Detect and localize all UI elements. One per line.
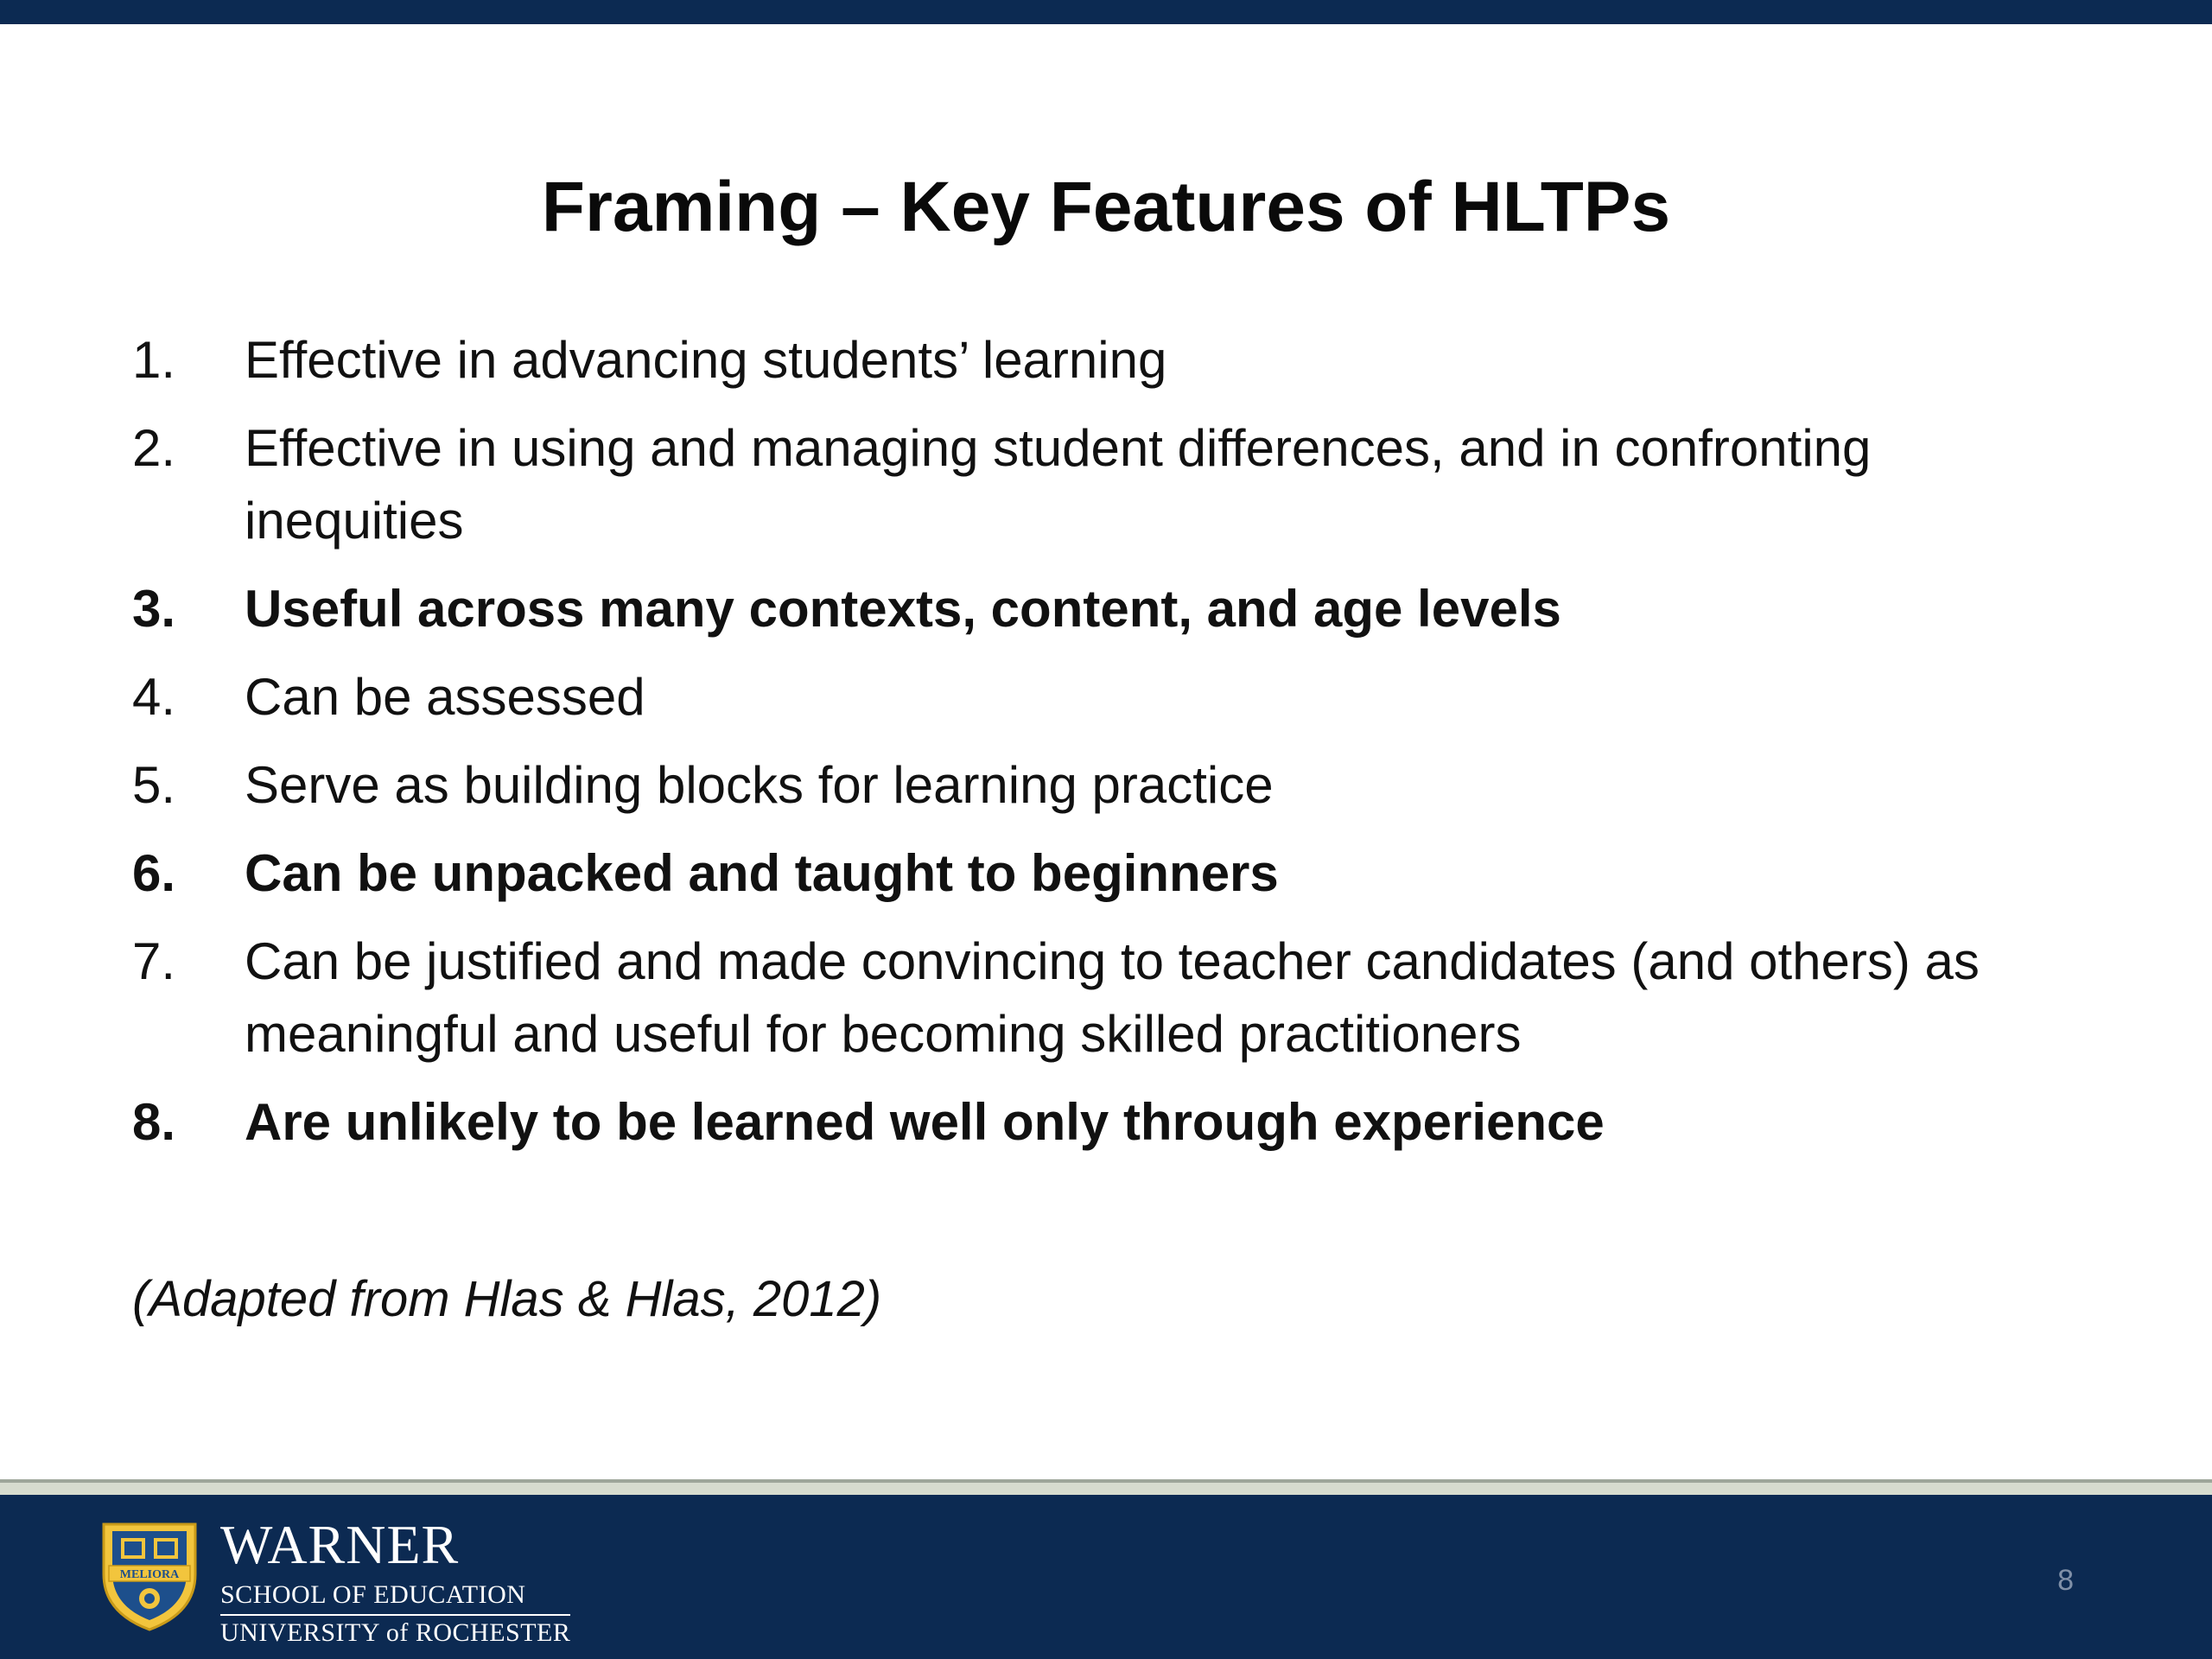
item-number: 4. — [132, 668, 176, 726]
brand-university: UNIVERSITY of ROCHESTER — [220, 1618, 571, 1647]
item-text: Can be unpacked and taught to beginners — [245, 844, 1279, 902]
list-item — [132, 661, 2085, 734]
list-item — [132, 925, 2085, 1071]
brand-name: WARNER — [220, 1514, 460, 1575]
feature-list — [132, 324, 2085, 1174]
footer — [0, 1495, 2212, 1659]
item-text: Effective in advancing students’ learning — [245, 331, 1167, 389]
list-item — [132, 324, 2085, 397]
university-seal-icon — [97, 1519, 202, 1631]
item-text: Are unlikely to be learned well only through experience — [245, 1093, 1605, 1151]
brand-school: SCHOOL OF EDUCATION — [220, 1578, 570, 1616]
list-item — [132, 573, 2085, 645]
item-number: 8. — [132, 1093, 176, 1151]
item-number: 2. — [132, 419, 176, 477]
page-number: 8 — [2057, 1564, 2074, 1597]
footer-stripe — [0, 1479, 2212, 1495]
item-number: 6. — [132, 844, 176, 902]
list-item — [132, 1086, 2085, 1159]
item-text: Effective in using and managing student differences, and in confronting inequities — [245, 419, 1872, 550]
item-number: 5. — [132, 756, 176, 814]
item-text: Serve as building blocks for learning practice — [245, 756, 1274, 814]
slide-title: Framing – Key Features of HLTPs — [541, 168, 1671, 246]
seal-text: MELIORA — [119, 1568, 180, 1581]
brand-logo — [220, 1514, 571, 1650]
item-number: 7. — [132, 932, 176, 990]
item-number: 3. — [132, 580, 176, 638]
list-item — [132, 412, 2085, 557]
item-text: Can be assessed — [245, 668, 645, 726]
top-bar — [0, 0, 2212, 24]
citation: (Adapted from Hlas & Hlas, 2012) — [132, 1271, 882, 1327]
list-item — [132, 749, 2085, 822]
item-text: Useful across many contexts, content, and age levels — [245, 580, 1561, 638]
item-number: 1. — [132, 331, 176, 389]
item-text: Can be justified and made convincing to teacher candidates (and others) as meaningful and useful for becoming skilled practitioners — [245, 932, 1980, 1063]
list-item — [132, 837, 2085, 910]
